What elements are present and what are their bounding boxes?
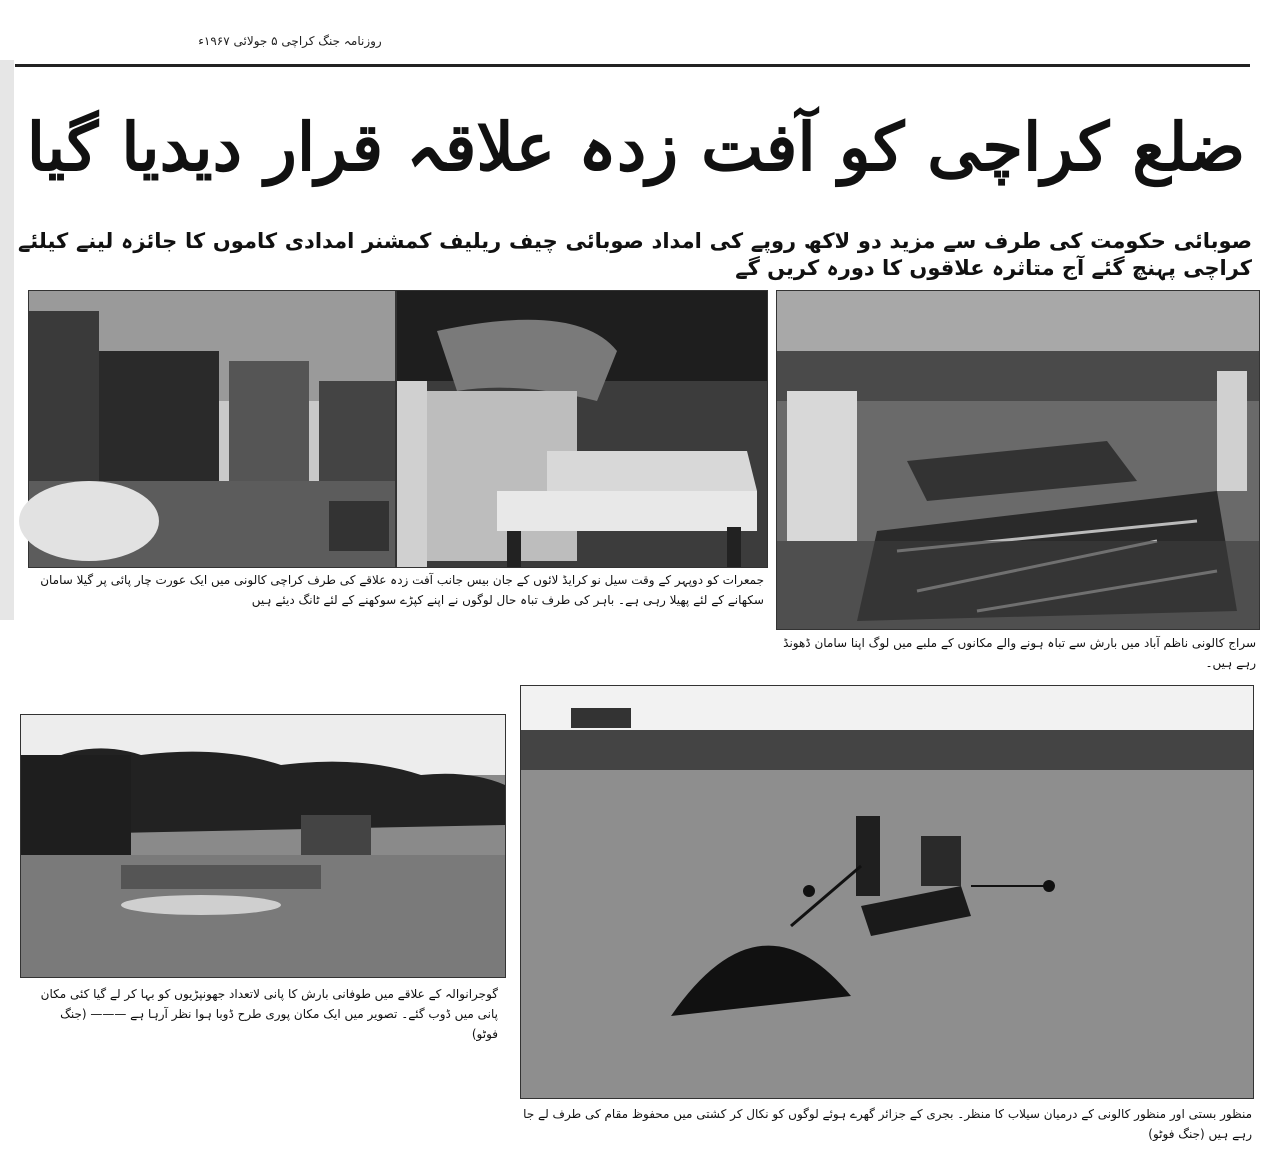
photo-woman-charpai (396, 290, 768, 568)
photo-boat-rescue (520, 685, 1254, 1099)
photo-street-scene (28, 290, 396, 568)
masthead-dateline: روزنامہ جنگ کراچی ۵ جولائی ۱۹۶۷ء (198, 34, 382, 48)
subheadline: صوبائی حکومت کی طرف سے مزید دو لاکھ روپے کی امداد صوبائی چیف ریلیف کمشنر امدادی کاموں کا جائزہ لینے کیلئے کراچی پہنچ گئے آج متاثرہ علاقوں کا دورہ کریں گے (18, 229, 1252, 280)
photo-debris (776, 290, 1260, 630)
caption-boat-rescue: منظور بستی اور منظور کالونی کے درمیان سیلاب کا منظر۔ بجری کے جزائر گھرے ہوئے لوگوں کو نکال کر کشتی میں محفوظ مقام کی طرف لے جا رہے ہیں (جنگ فوٹو) (523, 1107, 1252, 1141)
page-edge-strip (0, 60, 14, 620)
header-rule (15, 64, 1250, 67)
headline: ضلع کراچی کو آفت زدہ علاقہ قرار دیدیا گیا (26, 108, 1246, 186)
caption-left-photos: جمعرات کو دوپہر کے وقت سیل نو کرایڈ لائوں کے جان بیس جانب آفت زدہ علاقے کی طرف کراچی کالونی میں ایک عورت چار پائی پر گیلا سامان سکھانے کے لئے پھیلا رہی ہے۔ باہر کی طرف تباہ حال لوگوں نے اپنے کپڑے سوکھنے کے لئے ٹانگ دیئے ہیں (40, 573, 764, 607)
caption-flooded-settlement: گوجرانوالہ کے علاقے میں طوفانی بارش کا پانی لاتعداد جھونپڑیوں کو بہا کر لے گیا کئی مکان پانی میں ڈوب گئے۔ تصویر میں ایک مکان پوری طرح ڈوبا ہوا نظر آرہا ہے ——— (جنگ فوٹو) (40, 987, 498, 1041)
caption-debris-photo: سراج کالونی ناظم آباد میں بارش سے تباہ ہونے والے مکانوں کے ملبے میں لوگ اپنا سامان ڈھونڈ رہے ہیں۔ (783, 636, 1256, 670)
photo-flooded-settlement (20, 714, 506, 978)
